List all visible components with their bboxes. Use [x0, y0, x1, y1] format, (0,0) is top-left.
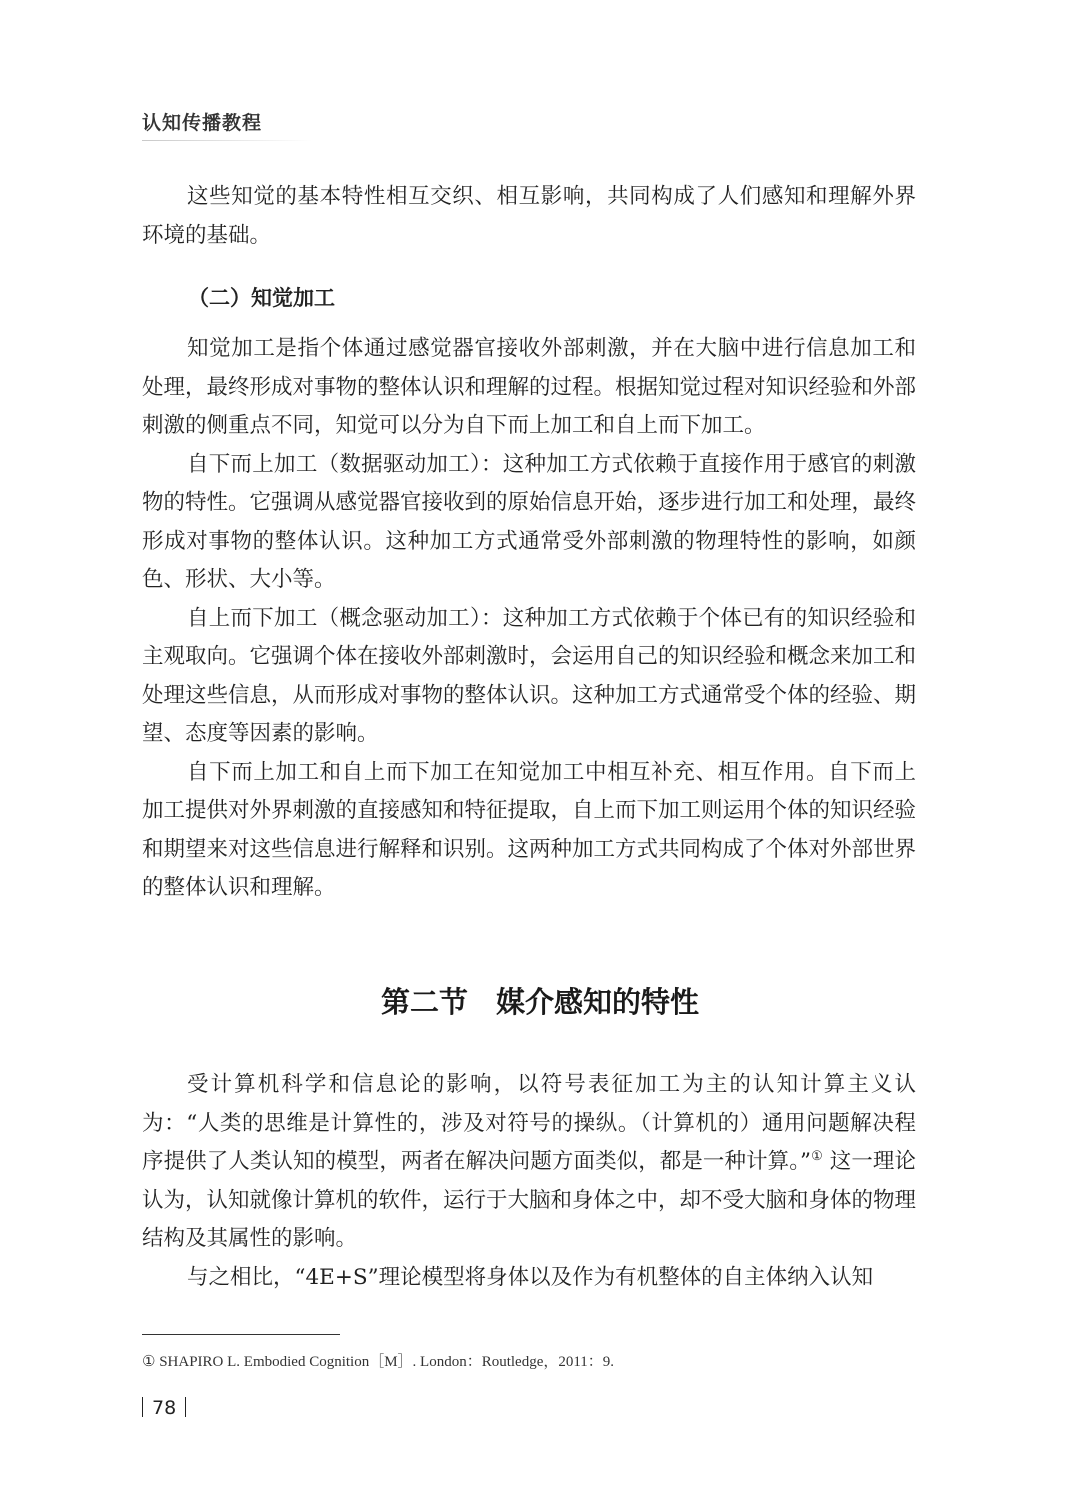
chapter-title: 媒介感知的特性 — [496, 985, 700, 1019]
paragraph — [142, 1066, 916, 1259]
paragraph: 这些知觉的基本特性相互交织、相互影响，共同构成了人们感知和理解外界环境的基础。 — [142, 184, 916, 248]
section-body — [142, 330, 916, 908]
paragraph: 自下而上加工（数据驱动加工）：这种加工方式依赖于直接作用于感官的刺激物的特性。它强调从感觉器官接收到的原始信息开始，逐步进行加工和处理，最终形成对事物的整体认识。这种加工方式通常受外部刺激的物理特性的影响，如颜色、形状、大小等。 — [142, 451, 917, 592]
paragraph-continuation: 这一理论认为，认知就像计算机的软件，运行于大脑和身体之中，却不受大脑和身体的物理结构及其属性的影响。 — [142, 1149, 917, 1251]
footnote-rule — [142, 1334, 340, 1335]
running-head-title: 认知传播教程 — [142, 112, 263, 134]
chapter-body — [142, 1066, 916, 1297]
intro-text — [142, 178, 916, 255]
page-number-bar-right — [185, 1397, 186, 1417]
chapter-number: 第二节 — [380, 985, 468, 1019]
header-rule — [142, 140, 312, 141]
paragraph: 知觉加工是指个体通过感觉器官接收外部刺激，并在大脑中进行信息加工和处理，最终形成对事物的整体认识和理解的过程。根据知觉过程对知识经验和外部刺激的侧重点不同，知觉可以分为自下而上加工和自上而下加工。 — [142, 336, 917, 438]
paragraph: 与之相比，“4E+S”理论模型将身体以及作为有机整体的自主体纳入认知 — [187, 1264, 874, 1290]
page-number-bar-left — [142, 1397, 143, 1417]
section-heading: （二）知觉加工 — [188, 286, 335, 310]
footnote-marker: ① — [811, 1149, 823, 1164]
paragraph: 自下而上加工和自上而下加工在知觉加工中相互补充、相互作用。自下而上加工提供对外界刺激的直接感知和特征提取，自上而下加工则运用个体的知识经验和期望来对这些信息进行解释和识别。这两种加工方式共同构成了个体对外部世界的整体认识和理解。 — [142, 759, 917, 900]
quote-text: 受计算机科学和信息论的影响，以符号表征加工为主的认知计算主义认为：“人类的思维是计算性的，涉及对符号的操纵。（计算机的）通用问题解决程序提供了人类认知的模型，两者在解决问题方面类似，都是一种计算。” — [142, 1072, 916, 1174]
chapter-heading — [0, 980, 1080, 1021]
footnote: ① SHAPIRO L. Embodied Cognition［M］. London：Routledge，2011：9. — [142, 1354, 615, 1370]
page-number-value: 78 — [152, 1397, 177, 1419]
page-number — [142, 1397, 186, 1419]
paragraph: 自上而下加工（概念驱动加工）：这种加工方式依赖于个体已有的知识经验和主观取向。它强调个体在接收外部刺激时，会运用自己的知识经验和概念来加工和处理这些信息，从而形成对事物的整体认识。这种加工方式通常受个体的经验、期望、态度等因素的影响。 — [142, 605, 917, 746]
